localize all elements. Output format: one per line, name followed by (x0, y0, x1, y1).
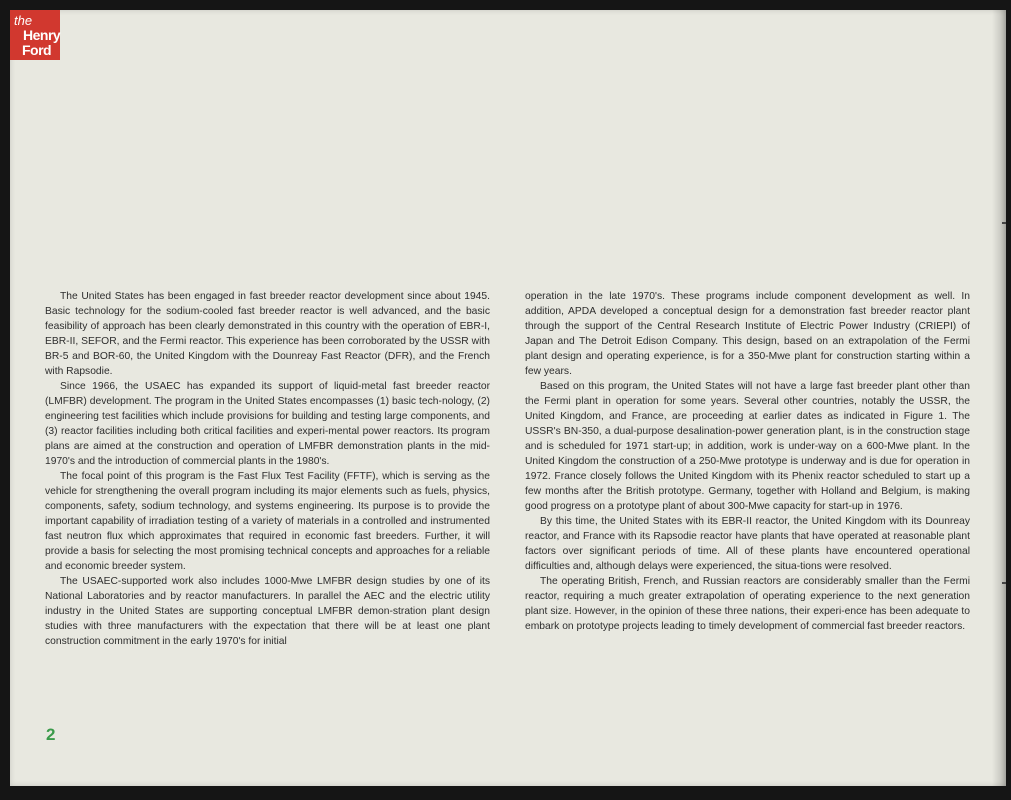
document-page (10, 10, 1006, 786)
page-edge-shadow (992, 10, 1006, 786)
logo-line-henry: Henry (23, 27, 61, 43)
left-text-column (45, 289, 490, 649)
paragraph: The operating British, French, and Russian reactors are considerably smaller than the Fermi reactor, requiring a much greater extrapolation of operating experience to the next generation plant size. However, in the opinion of these three nations, their experi-ence has been adequate to embark on prototype projects leading to timely development of commercial fast breeder reactors. (525, 576, 970, 632)
logo-line-the: the (14, 13, 33, 28)
paragraph: Based on this program, the United States will not have a large fast breeder plant other than the Fermi plant in operation for some years. Several other countries, notably the USSR, the United Kingdom, and France, are proceeding at earlier dates as indicated in Figure 1. The USSR's BN-350, a dual-purpose desalination-power generation plant, is in the construction stage and is scheduled for 1971 start-up; in addition, work is under-way on a 600-Mwe plant. In the United Kingdom the construction of a 250-Mwe prototype is underway and is due for operation in 1972. France closely follows the United Kingdom with its Phenix reactor scheduled to start up a few months after the British prototype. Germany, together with Holland and Belgium, is making good progress on a prototype plant of about 300-Mwe capacity for start-up in 1976. (525, 381, 970, 512)
edge-mark (1002, 582, 1006, 584)
paragraph: The United States has been engaged in fast breeder reactor development since about 1945. Basic technology for the sodium-cooled fast breeder reactor is well advanced, and the basic feasibility of approach has been clearly demonstrated in this country with the operation of EBR-I, EBR-II, SEFOR, and the Fermi reactor. This experience has been corroborated by the USSR with BR-5 and BOR-60, the United Kingdom with the Dounreay Fast Reactor (DFR), and the French with Rapsodie. (45, 291, 490, 377)
paragraph: The USAEC-supported work also includes 1000-Mwe LMFBR design studies by one of its National Laboratories and by reactor manufacturers. In parallel the AEC and the electric utility industry in the United States are supporting conceptual LMFBR demon-stration plant design studies with three manufacturers with the expectation that there will be at least one plant construction commitment in the early 1970's for initial (45, 576, 490, 647)
paragraph: By this time, the United States with its EBR-II reactor, the United Kingdom with its Dounreay reactor, and France with its Rapsodie reactor have plants that have operated at reasonable plant factors over significant periods of time. All of these plants have encountered operational difficulties and, although delays were experienced, the situa-tions were resolved. (525, 516, 970, 572)
right-text-column (525, 289, 970, 634)
henry-ford-logo (10, 10, 60, 60)
paragraph: The focal point of this program is the Fast Flux Test Facility (FFTF), which is serving as the vehicle for strengthening the overall program including its major elements such as fuels, physics, components, safety, sodium technology, and systems engineering. Its purpose is to provide the important capability of irradiation testing of a variety of materials in a controlled and instrumented fast neutron flux which approximates that required in economic fast breeders. Further, it will provide a basis for selecting the most promising technical concepts and approaches for a reliable and economic breeder system. (45, 471, 490, 572)
paragraph: Since 1966, the USAEC has expanded its support of liquid-metal fast breeder reactor (LMFBR) development. The program in the United States encompasses (1) basic tech-nology, (2) engineering test facilities which include provisions for building and testing large components, and (3) reactor facilities including both critical facilities and experi-mental power reactors. Its program plans are aimed at the construction and operation of LMFBR demonstration plants in the mid-1970's and the introduction of commercial plants in the 1980's. (45, 381, 490, 467)
paragraph-continuation: operation in the late 1970's. These programs include component development as well. In addition, APDA developed a conceptual design for a demonstration fast breeder reactor plant through the support of the Central Research Institute of Electric Power Industry (CRIEPI) of Japan and The Detroit Edison Company. This design, based on an extrapolation of the Fermi plant design and operating experience, is for a 350-Mwe plant for construction starting within a few years. (525, 291, 970, 377)
page-number: 2 (46, 725, 56, 744)
logo-line-ford: Ford (22, 42, 52, 58)
edge-mark (1002, 222, 1006, 224)
